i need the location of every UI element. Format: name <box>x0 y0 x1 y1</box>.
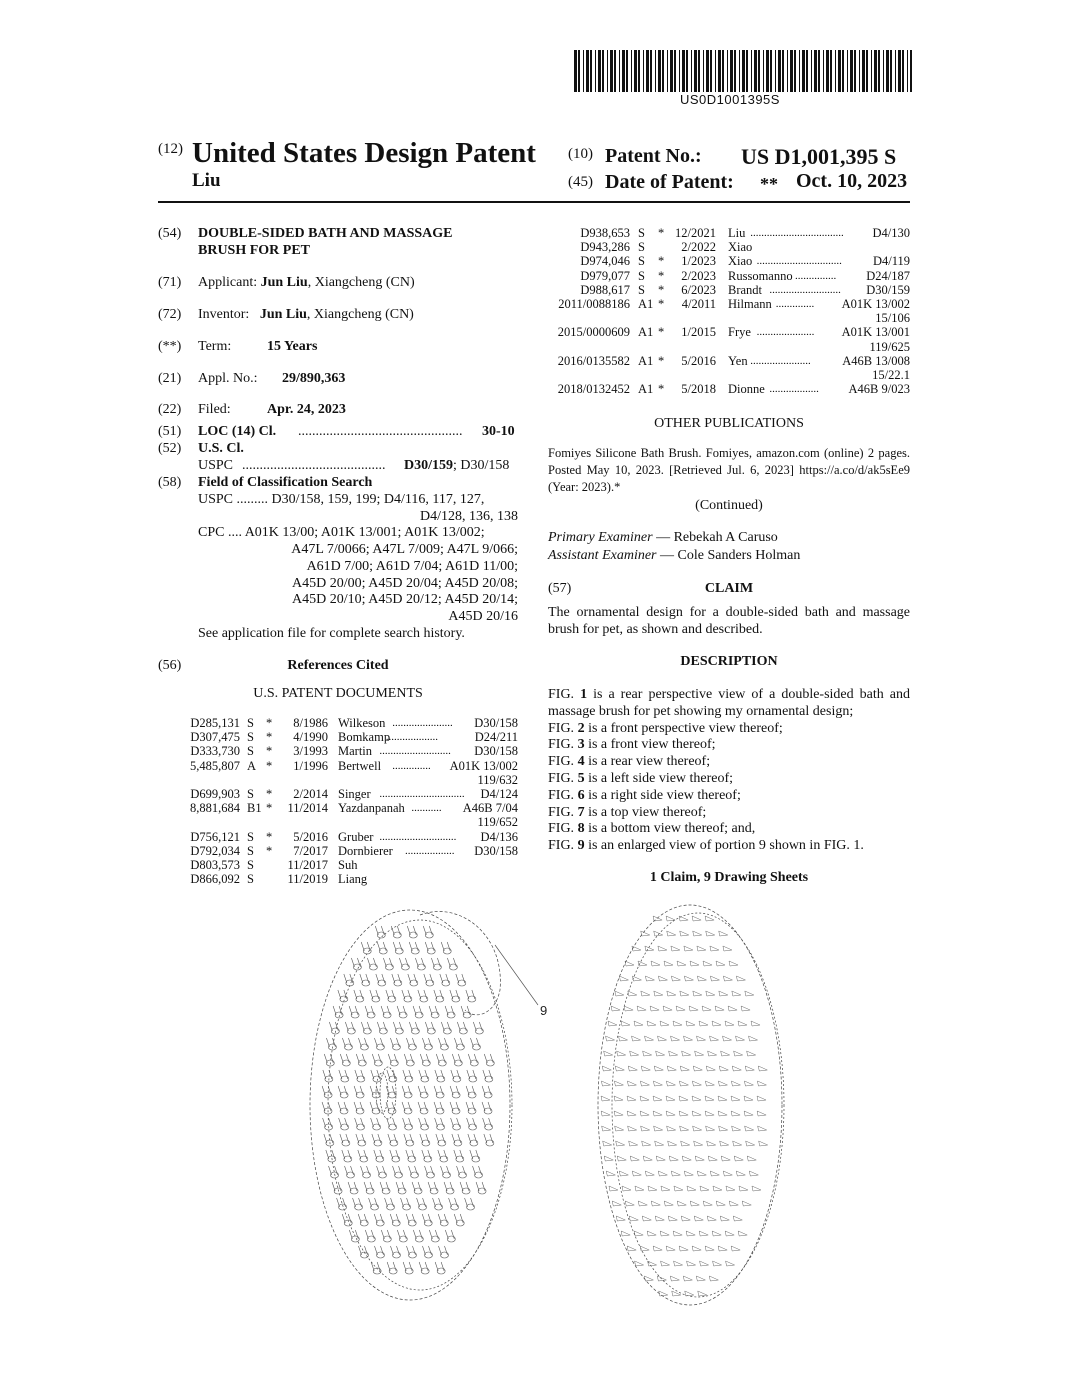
reference-row-continuation <box>188 773 518 788</box>
ref-number: D285,131 <box>190 716 240 730</box>
reference-row <box>552 297 910 312</box>
continued-label: (Continued) <box>695 498 763 513</box>
ref-number: 2011/0088186 <box>558 297 630 311</box>
ref-number: D803,573 <box>190 858 240 872</box>
fig-number: 9 <box>577 838 585 854</box>
assistant-examiner <box>548 548 800 564</box>
ref-number: D943,286 <box>580 240 630 255</box>
patent-no-label: Patent No.: <box>605 145 702 167</box>
ref-name: Bomkamp <box>338 730 391 745</box>
claim-heading: CLAIM <box>704 581 754 596</box>
ref-class: A46B 9/023 <box>848 382 910 397</box>
ref-kind: A1 <box>638 353 654 368</box>
ref-kind: S <box>247 716 254 730</box>
ref-number: D979,077 <box>580 268 630 283</box>
search-cpc-line-1: CPC .... A01K 13/00; A01K 13/001; A01K 13/002; <box>198 525 485 540</box>
ref-dots: .......................... <box>379 745 451 758</box>
uspc-main: D30/159 <box>404 458 453 473</box>
ref-name: Martin <box>338 744 373 759</box>
ref-number: 2015/0000609 <box>557 325 630 340</box>
ref-star: * <box>266 744 273 759</box>
ref-kind: S <box>247 829 254 844</box>
date-label: Date of Patent: <box>605 171 734 193</box>
ref-date: 2/2014 <box>293 787 328 801</box>
code-51: (51) <box>158 424 182 439</box>
ref-kind: S <box>247 730 254 745</box>
code-58: (58) <box>158 475 182 490</box>
ref-class-secondary: 15/22.1 <box>872 368 910 382</box>
ref-dots: .................. <box>769 383 819 396</box>
fig-description: is a right side view thereof; <box>584 787 741 803</box>
ref-date: 4/1990 <box>293 730 328 745</box>
ref-dots: ............................ <box>379 830 457 843</box>
ref-kind: S <box>247 787 254 801</box>
ref-date: 1/2023 <box>681 254 716 269</box>
ref-dots: ................... <box>385 731 439 744</box>
ref-kind: A1 <box>638 325 654 340</box>
uspc-rest: ; D30/158 <box>453 458 510 473</box>
search-cpc-line-3: A61D 7/00; A61D 7/04; A61D 11/00; <box>306 559 518 574</box>
ref-class-secondary: 119/652 <box>477 815 518 830</box>
assistant-examiner-label: Assistant Examiner <box>548 548 657 563</box>
ref-name: Gruber <box>338 829 374 844</box>
ref-dots: ...................... <box>392 717 453 729</box>
code-21: (21) <box>158 371 182 386</box>
ref-dots: ........... <box>411 802 442 815</box>
ref-name: Liu <box>728 226 746 240</box>
description-item <box>548 754 910 771</box>
loc-dots: ............................................... <box>298 424 463 439</box>
inventor <box>198 307 414 323</box>
ref-name: Hilmann <box>728 297 772 311</box>
description-item <box>548 805 910 822</box>
ref-date: 7/2017 <box>293 843 328 858</box>
reference-row <box>188 858 518 873</box>
search-cpc-line-4: A45D 20/00; A45D 20/04; A45D 20/08; <box>292 576 518 591</box>
title-line-2: BRUSH FOR PET <box>198 243 311 258</box>
ref-class: A01K 13/002 <box>449 758 518 773</box>
reference-row <box>552 382 910 397</box>
search-cpc-line-2: A47L 7/0066; A47L 7/009; A47L 9/066; <box>291 542 518 557</box>
fig-description: is a front view thereof; <box>584 737 716 753</box>
reference-row <box>552 226 910 241</box>
search-uspc-line-1: USPC ......... D30/158, 159, 199; D4/116, 117, 127, <box>198 492 485 507</box>
ref-date: 1/2015 <box>681 325 716 340</box>
ref-star: * <box>658 268 665 283</box>
patent-type-title: United States Design Patent <box>192 137 536 169</box>
search-note: See application file for complete search history. <box>198 626 465 641</box>
reference-row <box>552 240 910 255</box>
ref-dots: ............................... <box>379 788 465 800</box>
ref-star: * <box>658 353 665 368</box>
ref-kind: S <box>247 872 254 887</box>
ref-name: Bertwell <box>338 758 382 773</box>
ref-name: Wilkeson <box>338 716 386 730</box>
ref-date: 1/1996 <box>293 758 328 773</box>
ref-class: D30/159 <box>866 282 910 297</box>
appl-no-label: Appl. No.: <box>198 371 258 386</box>
ref-name: Xiao <box>728 240 753 255</box>
ref-name: Liang <box>338 872 368 887</box>
us-patent-documents-heading: U.S. PATENT DOCUMENTS <box>253 686 423 701</box>
reference-row <box>188 716 518 731</box>
ref-name: Russomanno <box>728 268 793 283</box>
ref-date: 11/2017 <box>287 858 328 872</box>
appl-no-value: 29/890,363 <box>282 371 346 386</box>
reference-row-continuation <box>188 815 518 830</box>
code-term: (**) <box>158 339 182 354</box>
reference-row-continuation <box>552 340 910 355</box>
ref-kind: S <box>247 858 254 872</box>
reference-row <box>188 801 518 816</box>
reference-row-continuation <box>552 368 910 383</box>
ref-star: * <box>266 843 273 858</box>
fig-prefix: FIG. <box>548 838 578 854</box>
fig-description: is a rear view thereof; <box>584 754 711 770</box>
reference-row <box>552 254 910 269</box>
ref-class: D30/158 <box>474 744 518 759</box>
fig-prefix: FIG. <box>548 720 578 736</box>
callout-label: 9 <box>540 1003 548 1018</box>
ref-class: A01K 13/002 <box>841 297 910 311</box>
ref-star: * <box>658 382 665 397</box>
search-cpc-line-6: A45D 20/16 <box>448 609 518 624</box>
ref-class: A46B 7/04 <box>462 801 518 816</box>
fig-description: is a rear perspective view of a double-sided bath and massage brush for pet showing my ornamental design; <box>548 687 910 719</box>
ref-star: * <box>658 226 665 240</box>
us-cl-label: U.S. Cl. <box>198 441 244 456</box>
ref-dots: ............................... <box>756 255 842 268</box>
ref-number: D756,121 <box>190 829 240 844</box>
ref-star: * <box>266 716 273 730</box>
title-line-1: DOUBLE-SIDED BATH AND MASSAGE <box>198 226 453 241</box>
term-value: 15 Years <box>267 339 318 354</box>
search-uspc-line-2: D4/128, 136, 138 <box>420 509 518 524</box>
fig-description: is a top view thereof; <box>584 804 707 820</box>
ref-date: 5/2018 <box>681 382 716 397</box>
code-71: (71) <box>158 275 182 290</box>
ref-star: * <box>266 730 273 745</box>
description-list <box>548 687 910 855</box>
fig-number: 5 <box>577 770 585 786</box>
ref-star: * <box>266 758 273 773</box>
reference-row <box>552 283 910 298</box>
ref-kind: S <box>638 240 645 255</box>
ref-name: Suh <box>338 858 358 872</box>
ref-name: Frye <box>728 325 751 340</box>
ref-class: A01K 13/001 <box>841 325 910 340</box>
code-56: (56) <box>158 658 182 673</box>
ref-dots: ...................... <box>750 354 811 367</box>
code-72: (72) <box>158 307 182 322</box>
term-label: Term: <box>198 339 232 354</box>
primary-examiner-label: Primary Examiner <box>548 530 653 545</box>
ref-kind: S <box>638 254 645 269</box>
ref-star: * <box>658 282 665 297</box>
description-heading: DESCRIPTION <box>680 654 778 669</box>
header-code-10: (10) <box>568 146 593 162</box>
patent-number: US D1,001,395 S <box>741 144 897 169</box>
ref-kind: S <box>247 744 254 759</box>
ref-class: D30/158 <box>474 843 518 858</box>
ref-class: A46B 13/008 <box>842 353 910 368</box>
barcode <box>574 50 912 92</box>
description-item <box>548 821 910 838</box>
reference-row <box>552 325 910 340</box>
ref-date: 5/2016 <box>681 353 716 368</box>
references-cited-heading: References Cited <box>287 658 389 673</box>
claim-text: The ornamental design for a double-sided bath and massage brush for pet, as shown and described. <box>548 605 910 637</box>
ref-name: Yen <box>728 353 748 368</box>
left-brush-outline <box>310 910 510 1300</box>
left-brush-pins <box>322 926 494 1274</box>
claims-summary: 1 Claim, 9 Drawing Sheets <box>649 870 809 885</box>
ref-class: D4/136 <box>480 829 518 844</box>
reference-row <box>188 830 518 845</box>
ref-name: Dornbierer <box>338 843 393 858</box>
fig-prefix: FIG. <box>548 787 578 803</box>
ref-date: 11/2014 <box>287 801 328 816</box>
other-publication-text: Fomiyes Silicone Bath Brush. Fomiyes, amazon.com (online) 2 pages. Posted May 10, 2023. [Retrieved Jul. 6, 2023] https://a.co/d/ak5sEe9 (Year: 2023).* <box>548 446 910 494</box>
ref-number: D699,903 <box>190 787 240 801</box>
code-22: (22) <box>158 402 182 417</box>
fig-number: 8 <box>577 821 585 837</box>
fig-number: 4 <box>577 754 585 770</box>
ref-class: D4/130 <box>872 226 910 240</box>
code-52: (52) <box>158 441 182 456</box>
uspc-label: USPC <box>198 458 234 473</box>
code-57: (57) <box>548 581 572 596</box>
description-item <box>548 737 910 754</box>
primary-examiner <box>548 530 778 546</box>
ref-star: * <box>266 829 273 844</box>
filed-value: Apr. 24, 2023 <box>267 402 346 417</box>
ref-name: Dionne <box>728 382 765 397</box>
loc-label: LOC (14) Cl. <box>198 424 277 439</box>
callout-circle <box>420 912 500 1015</box>
ref-class-secondary: 119/625 <box>869 339 910 354</box>
ref-star: * <box>658 254 665 269</box>
reference-row-continuation <box>552 311 910 326</box>
reference-row <box>188 787 518 802</box>
right-brush-bristles <box>601 916 768 1296</box>
reference-row <box>552 269 910 284</box>
fig-prefix: FIG. <box>548 804 578 820</box>
header-code-12: (12) <box>158 141 183 157</box>
uspc-dots: ......................................... <box>242 458 386 473</box>
fig-description: is a bottom view thereof; and, <box>584 821 756 837</box>
inventor-label: Inventor: <box>198 307 250 322</box>
fig-prefix: FIG. <box>548 687 581 702</box>
description-item <box>548 771 910 788</box>
search-cpc-line-5: A45D 20/10; A45D 20/12; A45D 20/14; <box>292 592 518 607</box>
callout-leader <box>495 945 538 1005</box>
reference-row <box>188 872 518 887</box>
ref-number: D792,034 <box>190 843 240 858</box>
ref-date: 11/2019 <box>287 872 328 887</box>
ref-kind: A1 <box>638 382 654 397</box>
ref-kind: S <box>638 226 645 240</box>
loc-value: 30-10 <box>482 424 515 439</box>
ref-date: 2/2023 <box>681 268 716 283</box>
ref-date: 4/2011 <box>681 297 716 311</box>
header-rule <box>158 201 910 203</box>
ref-star: * <box>266 787 273 801</box>
ref-dots: ..................... <box>756 326 815 339</box>
ref-dots: .............. <box>392 759 431 772</box>
ref-class: D4/124 <box>480 787 518 801</box>
description-item <box>548 838 910 855</box>
ref-name: Brandt <box>728 282 763 297</box>
barcode-number: US0D1001395S <box>680 92 780 107</box>
ref-kind: A <box>247 758 257 773</box>
ref-number: 2018/0132452 <box>557 382 630 397</box>
ref-date: 2/2022 <box>681 240 716 255</box>
code-54: (54) <box>158 226 182 241</box>
ref-class-secondary: 15/106 <box>875 311 910 326</box>
reference-row <box>188 844 518 859</box>
ref-kind: S <box>638 268 645 283</box>
brush-drawing <box>290 895 950 1325</box>
ref-kind: S <box>247 843 254 858</box>
uspc-values <box>404 458 509 474</box>
ref-star: * <box>658 297 665 311</box>
date-stars: ** <box>760 174 778 194</box>
inventor-place: , Xiangcheng (CN) <box>306 307 414 322</box>
description-item <box>548 721 910 738</box>
ref-number: D988,617 <box>580 282 630 297</box>
reference-row <box>188 730 518 745</box>
ref-dots: .................. <box>405 844 455 857</box>
ref-date: 3/1993 <box>293 744 328 759</box>
ref-number: D333,730 <box>190 744 240 759</box>
ref-number: 2016/0135582 <box>557 353 630 368</box>
fig-number: 1 <box>580 687 588 702</box>
fig-prefix: FIG. <box>548 770 578 786</box>
ref-class-secondary: 119/632 <box>477 772 518 787</box>
ref-name: Singer <box>338 787 371 801</box>
ref-dots: ............... <box>795 269 837 282</box>
fig-number: 2 <box>577 720 585 736</box>
ref-dots: .............. <box>775 298 815 310</box>
ref-class: D24/187 <box>866 268 910 283</box>
ref-date: 8/1986 <box>293 716 328 730</box>
inventor-name: Jun Liu <box>259 307 307 322</box>
header-inventor: Liu <box>192 170 221 191</box>
ref-class: D30/158 <box>474 716 518 730</box>
applicant-label: Applicant: <box>198 275 258 290</box>
fig-description: is an enlarged view of portion 9 shown in FIG. 1. <box>584 838 864 854</box>
ref-number: D974,046 <box>580 254 630 269</box>
description-item <box>548 687 910 721</box>
reference-row <box>552 354 910 369</box>
ref-kind: B1 <box>247 801 262 816</box>
ref-date: 12/2021 <box>675 226 716 240</box>
ref-kind: A1 <box>638 297 654 311</box>
ref-class: D4/119 <box>872 254 910 269</box>
ref-dots: .......................... <box>769 283 841 296</box>
fig-description: is a left side view thereof; <box>584 770 734 786</box>
ref-class: D24/211 <box>474 730 518 745</box>
ref-number: D307,475 <box>190 730 240 745</box>
fig-number: 6 <box>577 787 585 803</box>
fig-prefix: FIG. <box>548 821 578 837</box>
fig-prefix: FIG. <box>548 754 578 770</box>
ref-number: D866,092 <box>190 872 240 887</box>
reference-row <box>188 759 518 774</box>
primary-examiner-name: — Rebekah A Caruso <box>652 530 778 545</box>
ref-star: * <box>658 325 665 340</box>
other-publications-heading: OTHER PUBLICATIONS <box>654 416 804 431</box>
ref-number: 8,881,684 <box>190 801 240 816</box>
ref-name: Xiao <box>728 254 753 269</box>
applicant <box>198 275 415 291</box>
filed-label: Filed: <box>198 402 231 417</box>
ref-number: 5,485,807 <box>190 758 240 773</box>
ref-number: D938,653 <box>580 226 630 240</box>
fig-prefix: FIG. <box>548 737 578 753</box>
assistant-examiner-name: — Cole Sanders Holman <box>656 548 801 563</box>
ref-name: Yazdanpanah <box>338 801 405 816</box>
ref-dots: .................................. <box>750 227 844 239</box>
fig-description: is a front perspective view thereof; <box>584 720 783 736</box>
ref-star: * <box>266 801 273 816</box>
field-search-label: Field of Classification Search <box>198 475 373 490</box>
ref-date: 6/2023 <box>681 282 716 297</box>
ref-date: 5/2016 <box>293 829 328 844</box>
ref-kind: S <box>638 282 645 297</box>
patent-date: Oct. 10, 2023 <box>796 170 908 192</box>
fig-number: 7 <box>577 804 585 820</box>
header-code-45: (45) <box>568 174 593 190</box>
description-item <box>548 788 910 805</box>
fig-number: 3 <box>577 737 585 753</box>
applicant-place: , Xiangcheng (CN) <box>307 275 415 290</box>
applicant-name: Jun Liu <box>260 275 308 290</box>
reference-row <box>188 744 518 759</box>
